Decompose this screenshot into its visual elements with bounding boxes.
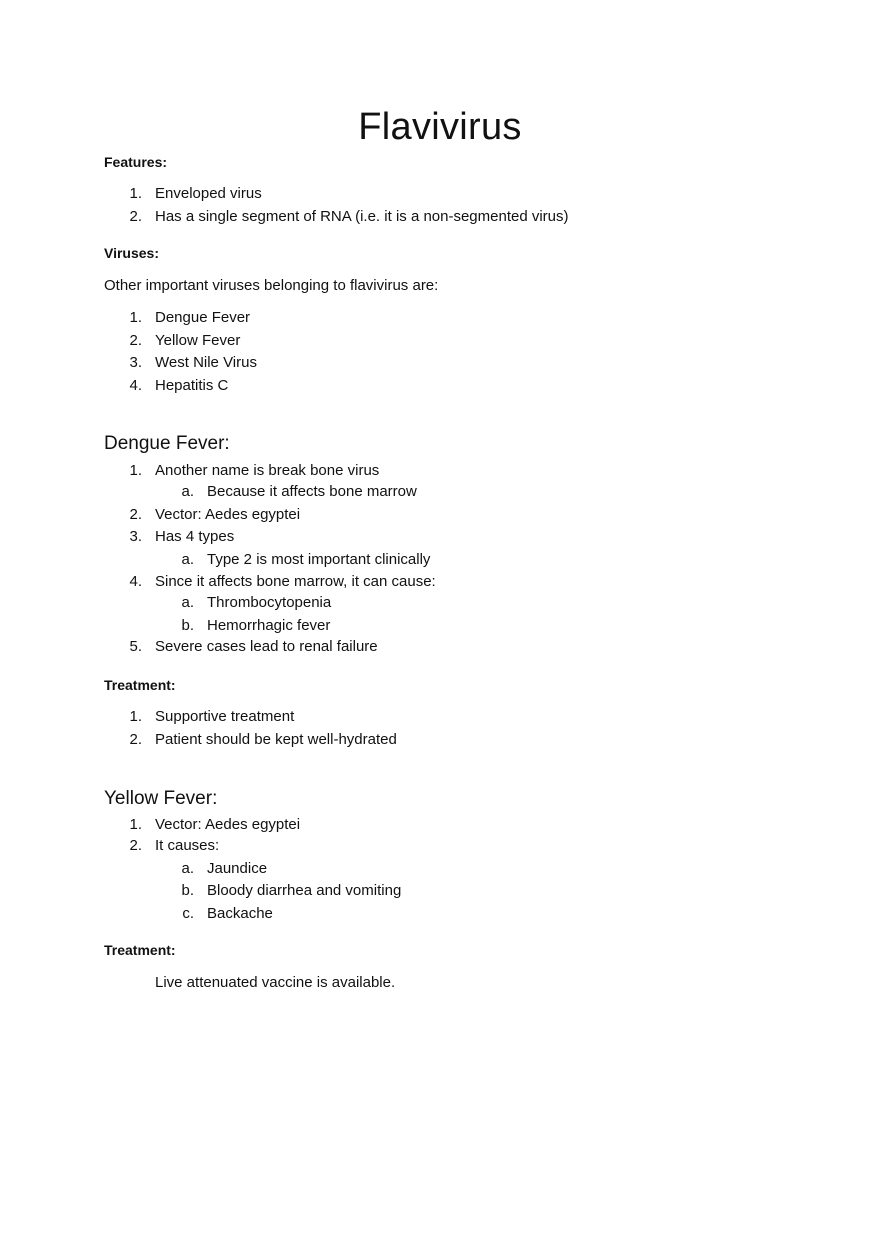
- sub-list-letter: a.: [181, 860, 194, 877]
- list-number: 4.: [129, 573, 142, 590]
- sub-list-letter: c.: [182, 905, 194, 922]
- sub-list-letter: b.: [181, 617, 194, 634]
- list-number: 4.: [129, 377, 142, 394]
- list-text: Since it affects bone marrow, it can cause:: [155, 573, 436, 590]
- sub-list-letter: a.: [181, 483, 194, 500]
- yellow-heading: Yellow Fever:: [104, 788, 218, 809]
- list-text: Yellow Fever: [155, 332, 241, 349]
- viruses-intro: Other important viruses belonging to flavivirus are:: [104, 277, 439, 294]
- sub-list-text: Bloody diarrhea and vomiting: [207, 882, 402, 899]
- viruses-label: Viruses:: [104, 245, 159, 261]
- list-number: 2.: [129, 332, 142, 349]
- list-text: Has a single segment of RNA (i.e. it is a non-segmented virus): [155, 208, 569, 225]
- list-number: 1.: [129, 708, 142, 725]
- sub-list-text: Backache: [207, 905, 273, 922]
- list-number: 1.: [129, 185, 142, 202]
- list-text: Supportive treatment: [155, 708, 295, 725]
- list-text: Dengue Fever: [155, 309, 251, 326]
- dengue-heading: Dengue Fever:: [104, 433, 230, 454]
- list-text: Has 4 types: [155, 528, 235, 545]
- sub-list-letter: a.: [181, 551, 194, 568]
- list-number: 2.: [129, 731, 142, 748]
- list-text: Severe cases lead to renal failure: [155, 638, 378, 655]
- list-text: Enveloped virus: [155, 185, 262, 202]
- sub-list-text: Thrombocytopenia: [207, 594, 332, 611]
- list-number: 3.: [129, 354, 142, 371]
- list-text: Vector: Aedes egyptei: [155, 816, 301, 833]
- list-text: West Nile Virus: [155, 354, 257, 371]
- sub-list-text: Because it affects bone marrow: [207, 483, 417, 500]
- sub-list-text: Jaundice: [207, 860, 268, 877]
- list-text: Vector: Aedes egyptei: [155, 506, 301, 523]
- sub-list-letter: b.: [181, 882, 194, 899]
- yellow-treatment-label: Treatment:: [104, 942, 176, 958]
- page-title: Flavivirus: [358, 106, 522, 148]
- list-number: 5.: [129, 638, 142, 655]
- list-text: Patient should be kept well-hydrated: [155, 731, 397, 748]
- list-number: 2.: [129, 208, 142, 225]
- list-text: Another name is break bone virus: [155, 462, 380, 479]
- sub-list-text: Hemorrhagic fever: [207, 617, 331, 634]
- list-number: 2.: [129, 837, 142, 854]
- sub-list-text: Type 2 is most important clinically: [207, 551, 431, 568]
- list-number: 1.: [129, 462, 142, 479]
- yellow-treatment-text: Live attenuated vaccine is available.: [155, 974, 396, 991]
- dengue-treatment-label: Treatment:: [104, 677, 176, 693]
- list-number: 1.: [129, 309, 142, 326]
- list-number: 2.: [129, 506, 142, 523]
- list-number: 1.: [129, 816, 142, 833]
- list-text: It causes:: [155, 837, 220, 854]
- sub-list-letter: a.: [181, 594, 194, 611]
- list-text: Hepatitis C: [155, 377, 229, 394]
- list-number: 3.: [129, 528, 142, 545]
- features-label: Features:: [104, 154, 168, 170]
